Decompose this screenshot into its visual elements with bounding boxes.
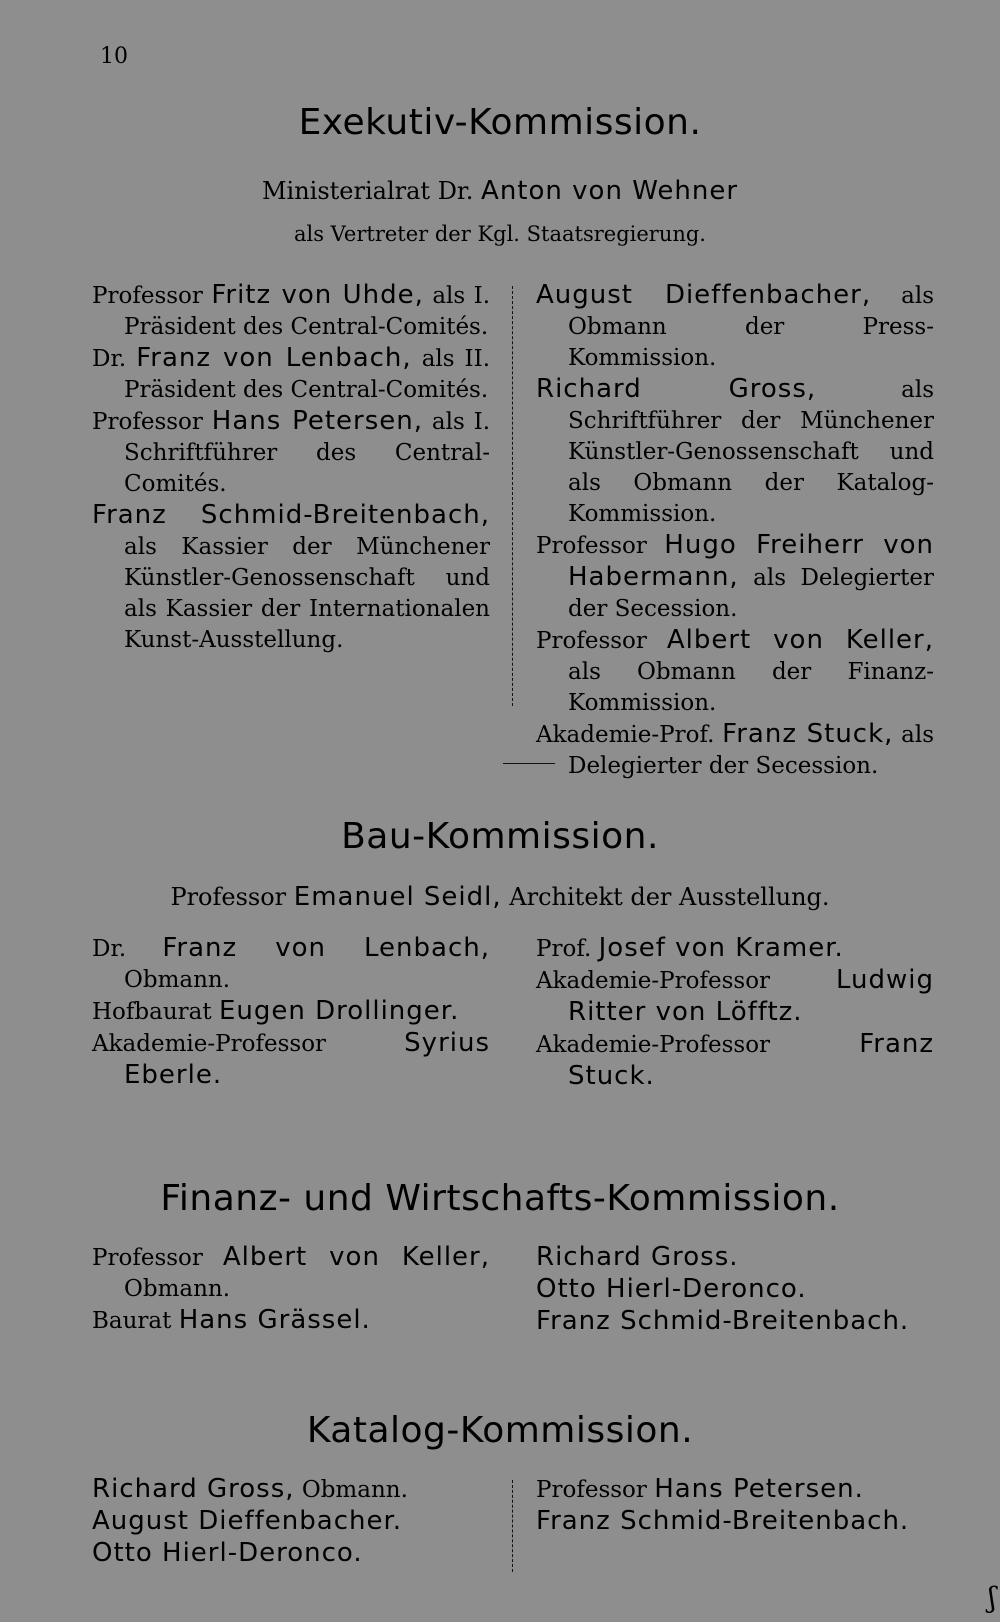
member-prefix: Dr. xyxy=(92,936,127,962)
member-name: Franz von Lenbach, xyxy=(162,933,491,963)
member-prefix: Akademie-Professor xyxy=(536,1032,771,1058)
member-entry xyxy=(92,1305,490,1337)
member-entry xyxy=(92,933,490,996)
member-prefix: Professor xyxy=(92,1245,203,1271)
member-prefix: Akademie-Professor xyxy=(536,968,771,994)
member-rest: Obmann. xyxy=(124,967,231,993)
bau-lead-role: Architekt der Ausstellung. xyxy=(509,883,830,911)
member-entry xyxy=(92,1474,490,1506)
member-name: Richard Gross, xyxy=(536,374,817,404)
member-rest: Obmann. xyxy=(301,1477,408,1503)
member-entry xyxy=(92,1538,490,1570)
member-name: Hugo Freiherr von Habermann, xyxy=(568,530,935,592)
member-prefix: Professor xyxy=(536,628,647,654)
member-prefix: Professor xyxy=(536,533,647,559)
representative-role: als Vertreter der Kgl. Staatsregierung. xyxy=(293,222,706,246)
member-prefix: Dr. xyxy=(92,346,127,372)
member-name: Eugen Drollinger. xyxy=(218,996,460,1026)
member-name: Albert von Keller, xyxy=(666,625,935,655)
member-entry xyxy=(92,1028,490,1092)
member-entry xyxy=(536,1029,934,1093)
bau-lead-name: Emanuel Seidl, xyxy=(293,882,502,912)
representative-name: Anton von Wehner xyxy=(481,176,739,206)
member-prefix: Baurat xyxy=(92,1308,172,1334)
member-rest: Obmann. xyxy=(124,1276,231,1302)
member-rest: als Obmann der Press-Kommission. xyxy=(568,283,934,371)
member-name: August Dieffenbacher. xyxy=(92,1506,403,1536)
member-entry xyxy=(536,933,934,965)
finanz-right-column xyxy=(536,1242,934,1338)
member-name: Franz Schmid-Breitenbach, xyxy=(92,500,490,530)
member-rest: als I. Schriftführer des Central-Comités. xyxy=(124,409,491,497)
column-divider xyxy=(512,1480,513,1572)
member-entry xyxy=(536,1306,934,1338)
member-entry xyxy=(92,1242,490,1305)
page-number: 10 xyxy=(100,44,128,69)
member-entry xyxy=(536,625,934,719)
heading-katalog: Katalog-Kommission. xyxy=(306,1410,694,1451)
member-prefix: Akademie-Prof. xyxy=(536,722,715,748)
member-rest: als Delegierter der Secession. xyxy=(568,565,934,622)
member-entry xyxy=(536,1274,934,1306)
member-name: Hans Petersen, xyxy=(211,406,424,436)
finanz-left-column xyxy=(92,1242,490,1337)
member-entry xyxy=(536,530,934,625)
representative-title: Ministerialrat Dr. xyxy=(261,177,474,205)
government-representative xyxy=(0,176,1000,206)
member-name: August Dieffenbacher, xyxy=(536,280,872,310)
member-rest: als Kassier der Münchener Künstler-Genossenschaft und als Kassier der Internationalen Kunst-Ausstellung. xyxy=(124,534,490,653)
member-entry xyxy=(536,1506,934,1538)
exekutiv-right-column xyxy=(536,280,934,782)
member-entry xyxy=(536,280,934,374)
member-prefix: Hofbaurat xyxy=(92,999,212,1025)
member-name: Hans Grässel. xyxy=(178,1305,371,1335)
bau-lead-title: Professor xyxy=(170,883,287,911)
member-name: Syrius Eberle. xyxy=(124,1028,490,1090)
member-entry xyxy=(536,1474,934,1506)
member-prefix: Prof. xyxy=(536,936,592,962)
heading-finanz: Finanz- und Wirtschafts-Kommission. xyxy=(160,1178,840,1219)
member-entry xyxy=(92,996,490,1028)
member-prefix: Professor xyxy=(536,1477,647,1503)
heading-exekutiv: Exekutiv-Kommission. xyxy=(298,102,702,143)
member-name: Josef von Kramer. xyxy=(598,933,844,963)
member-entry xyxy=(536,965,934,1029)
member-rest: als II. Präsident des Central-Comités. xyxy=(124,346,491,403)
member-name: Ludwig Ritter von Löfftz. xyxy=(568,965,934,1027)
column-divider xyxy=(512,286,513,706)
member-rest: als Obmann der Finanz-Kommission. xyxy=(568,659,934,716)
member-prefix: Professor xyxy=(92,409,203,435)
member-rest: als I. Präsident des Central-Comités. xyxy=(124,283,491,340)
member-prefix: Professor xyxy=(92,283,203,309)
katalog-right-column xyxy=(536,1474,934,1538)
member-name: Franz Stuck. xyxy=(568,1029,934,1091)
member-rest: als Delegierter der Secession. xyxy=(568,722,935,779)
member-name: Richard Gross. xyxy=(536,1242,739,1272)
member-name: Richard Gross, xyxy=(92,1474,295,1504)
member-name: Otto Hierl-Deronco. xyxy=(92,1538,363,1568)
katalog-left-column xyxy=(92,1474,490,1570)
exekutiv-left-column xyxy=(92,280,490,656)
page-corner-mark: ʃ xyxy=(988,1581,996,1614)
member-name: Franz Schmid-Breitenbach. xyxy=(536,1506,910,1536)
bau-right-column xyxy=(536,933,934,1093)
member-entry xyxy=(92,343,490,406)
member-entry xyxy=(92,1506,490,1538)
member-name: Franz Stuck, xyxy=(722,719,894,749)
member-entry xyxy=(536,719,934,782)
member-name: Franz Schmid-Breitenbach. xyxy=(536,1306,910,1336)
member-entry xyxy=(92,280,490,343)
member-entry xyxy=(92,500,490,656)
heading-bau: Bau-Kommission. xyxy=(341,816,659,857)
section-divider xyxy=(503,763,555,764)
bau-left-column xyxy=(92,933,490,1092)
member-name: Otto Hierl-Deronco. xyxy=(536,1274,807,1304)
member-name: Franz von Lenbach, xyxy=(136,343,412,373)
bau-lead xyxy=(0,882,1000,912)
member-name: Fritz von Uhde, xyxy=(211,280,424,310)
member-prefix: Akademie-Professor xyxy=(92,1031,327,1057)
member-entry xyxy=(92,406,490,500)
member-entry xyxy=(536,1242,934,1274)
member-rest: als Schriftführer der Münchener Künstler-Genossenschaft und als Obmann der Katalog-Kommission. xyxy=(568,377,934,527)
member-entry xyxy=(536,374,934,530)
member-name: Albert von Keller, xyxy=(222,1242,491,1272)
member-name: Hans Petersen. xyxy=(654,1474,864,1504)
